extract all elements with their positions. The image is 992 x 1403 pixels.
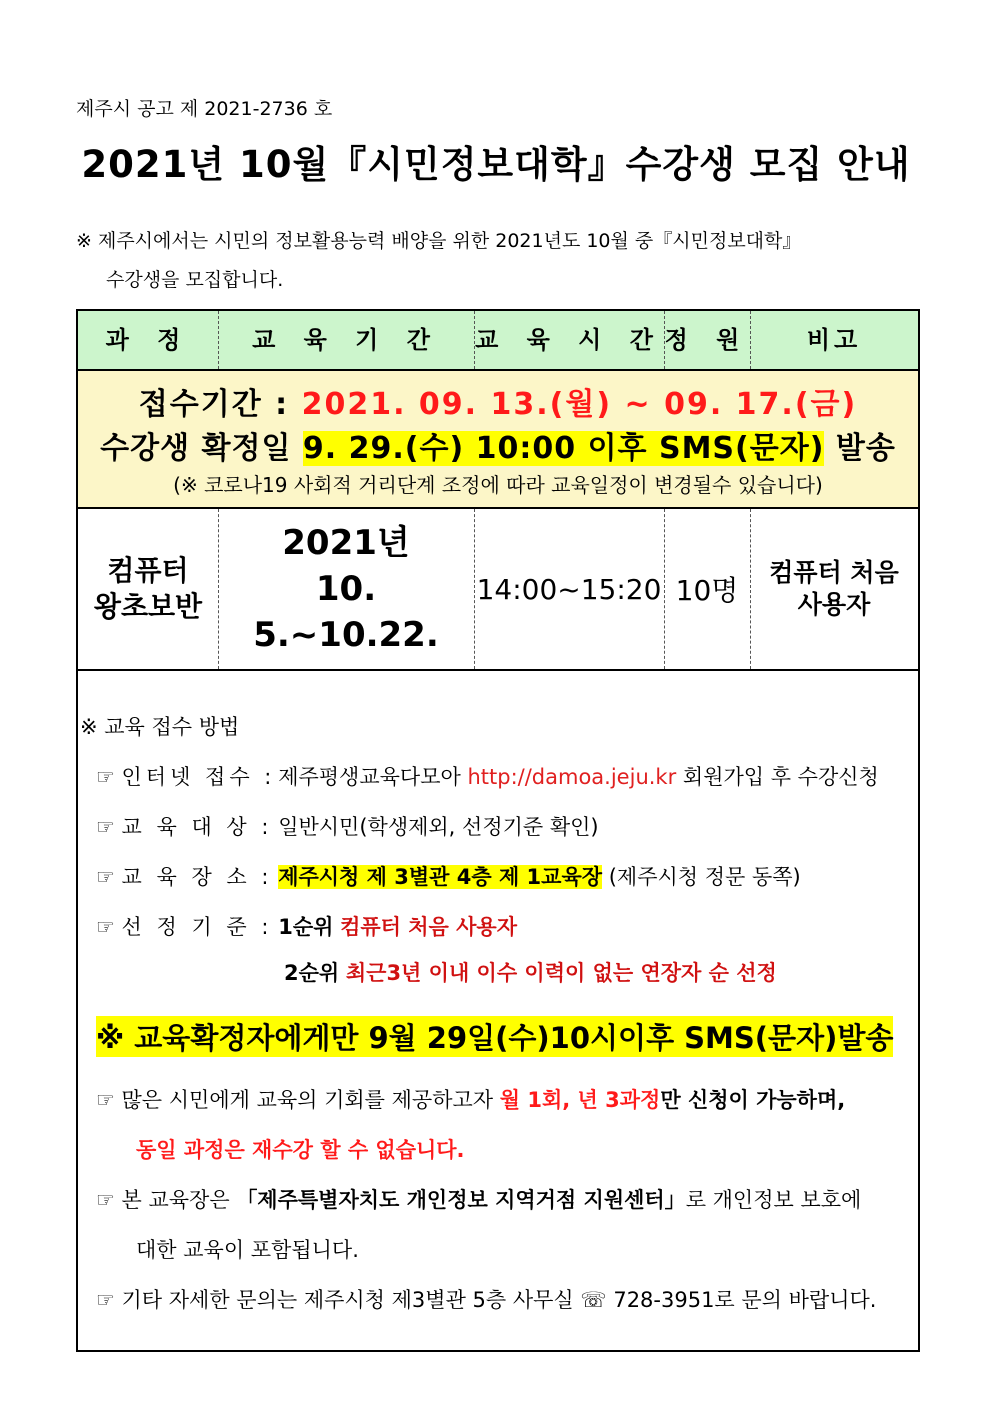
course-capacity-value: 10명 [675, 574, 739, 607]
place-suffix: (제주시청 정문 동쪽) [608, 865, 801, 889]
note-2-c: 로 개인정보 보호에 [685, 1188, 862, 1212]
method-title: ※ 교육 접수 방법 [80, 715, 240, 739]
method-place [96, 861, 801, 891]
note-1-a: 많은 시민에게 교육의 기회를 제공하고자 [121, 1088, 494, 1112]
course-time-value: 14:00~15:20 [476, 572, 662, 606]
info-box [76, 309, 920, 1352]
course-dates [218, 509, 474, 669]
target-key: 교 육 대 상 : [121, 815, 273, 839]
sms-notice: ※ 교육확정자에게만 9월 29일(수)10시이후 SMS(문자)발송 [96, 1016, 893, 1057]
intro-line-2: 수강생을 모집합니다. [106, 269, 284, 291]
rank2-value: 최근3년 이내 이수 이력이 없는 연장자 순 선정 [345, 961, 777, 985]
course-name [78, 509, 218, 669]
period-label: 접수기간 : [138, 387, 290, 422]
course-capacity [664, 509, 750, 669]
header-time: 교 육 시 간 [475, 326, 663, 354]
note-1-b: 월 1회, 년 3과정 [499, 1088, 661, 1112]
header-course: 과 정 [105, 326, 191, 354]
period-dates: 2021. 09. 13.(월) ~ 09. 17.(금) [301, 387, 858, 422]
note-2-b: 「제주특별자치도 개인정보 지역거점 지원센터」 [236, 1188, 686, 1212]
note-1-d: 동일 과정은 재수강 할 수 없습니다. [136, 1138, 465, 1162]
registration-period [78, 371, 918, 509]
period-line [78, 379, 918, 423]
pointing-hand-icon: ☞ [96, 1188, 115, 1212]
confirm-suffix: 발송 [835, 431, 896, 466]
header-note: 비고 [806, 326, 862, 354]
note-3 [96, 1275, 906, 1325]
note-3-text: 기타 자세한 문의는 제주시청 제3별관 5층 사무실 ☏ 728-3951로 문의 바랍니다. [121, 1288, 877, 1312]
place-value: 제주시청 제 3별관 4층 제 1교육장 [278, 865, 603, 889]
criteria-rank2 [284, 957, 777, 987]
method-target [96, 811, 599, 841]
course-row [78, 509, 918, 671]
confirm-line [78, 423, 918, 467]
note-2-d: 대한 교육이 포함됩니다. [136, 1238, 359, 1262]
intro-line-1: ※ 제주시에서는 시민의 정보활용능력 배양을 위한 2021년도 10월 중『시민정보대학』 [76, 230, 802, 252]
page-title: 2021년 10월『시민정보대학』수강생 모집 안내 [81, 143, 911, 186]
rank1-value: 컴퓨터 처음 사용자 [340, 915, 517, 939]
pointing-hand-icon: ☞ [96, 1288, 115, 1312]
internet-prefix: 제주평생교육다모아 [278, 765, 461, 789]
pointing-hand-icon: ☞ [96, 815, 115, 839]
note-1 [96, 1075, 906, 1175]
note-2 [96, 1175, 906, 1275]
notice-number: 제주시 공고 제 2021-2736 호 [76, 98, 333, 120]
table-header [78, 311, 918, 371]
method-internet [96, 761, 879, 791]
course-date-range: 10. 5.~10.22. [253, 569, 439, 655]
rank1-label: 1순위 [278, 915, 334, 939]
course-year: 2021년 [282, 523, 410, 563]
method-criteria [96, 911, 517, 941]
rank2-label: 2순위 [284, 961, 340, 985]
course-name-line-2: 왕초보반 [93, 590, 203, 623]
course-note [750, 509, 918, 669]
course-note-line-2: 사용자 [797, 590, 871, 619]
header-period: 교 육 기 간 [252, 326, 440, 354]
intro-text [76, 222, 926, 300]
course-note-line-1: 컴퓨터 처음 [769, 558, 899, 587]
header-capacity: 정 원 [664, 326, 750, 354]
pointing-hand-icon: ☞ [96, 1088, 115, 1112]
confirm-label: 수강생 확정일 [100, 431, 292, 466]
course-time [474, 509, 664, 669]
pointing-hand-icon: ☞ [96, 865, 115, 889]
criteria-key: 선 정 기 준 : [121, 915, 273, 939]
covid-note: (※ 코로나19 사회적 거리단계 조정에 따라 교육일정이 변경될수 있습니다) [173, 473, 823, 497]
course-name-line-1: 컴퓨터 [107, 554, 189, 587]
damoa-link[interactable]: http://damoa.jeju.kr [467, 765, 677, 789]
confirm-value: 9. 29.(수) 10:00 이후 SMS(문자) [302, 431, 825, 466]
note-2-a: 본 교육장은 [121, 1188, 230, 1212]
pointing-hand-icon: ☞ [96, 765, 115, 789]
place-key: 교 육 장 소 : [121, 865, 273, 889]
pointing-hand-icon: ☞ [96, 915, 115, 939]
target-value: 일반시민(학생제외, 선정기준 확인) [278, 815, 599, 839]
internet-suffix: 회원가입 후 수강신청 [682, 765, 879, 789]
internet-key: 인터넷 접수 : [121, 765, 276, 789]
note-1-c: 만 신청이 가능하며, [660, 1088, 846, 1112]
